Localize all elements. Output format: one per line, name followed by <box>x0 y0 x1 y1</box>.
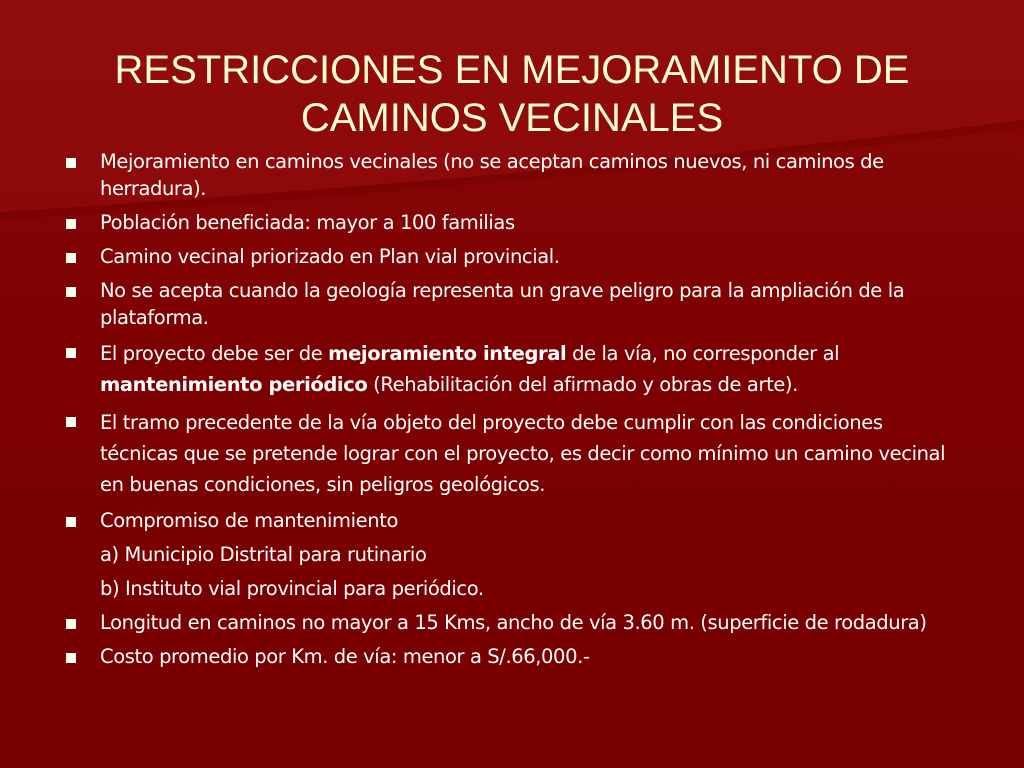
list-item <box>60 407 960 500</box>
square-bullet-icon <box>66 219 76 229</box>
list-item-text: Población beneficiada: mayor a 100 familias <box>100 211 515 234</box>
slide-title <box>40 46 984 142</box>
list-item <box>60 609 960 636</box>
square-bullet-icon <box>66 619 76 629</box>
sub-item-text: a) Municipio Distrital para rutinario <box>100 543 427 566</box>
list-item <box>60 507 960 534</box>
square-bullet-icon <box>66 653 76 663</box>
text-run: El proyecto debe ser de <box>100 342 329 365</box>
square-bullet-icon <box>66 348 76 358</box>
list-item-text: Longitud en caminos no mayor a 15 Kms, ancho de vía 3.60 m. (superficie de rodadura) <box>100 611 927 634</box>
list-item <box>60 148 960 202</box>
text-run: de la vía, no corresponder al <box>566 342 840 365</box>
bold-text-run: mantenimiento periódico <box>100 373 368 396</box>
list-item-text: Mejoramiento en caminos vecinales (no se aceptan caminos nuevos, ni caminos de herradura). <box>100 150 884 200</box>
list-item-text <box>100 342 839 396</box>
square-bullet-icon <box>66 517 76 527</box>
list-item-text: El tramo precedente de la vía objeto del proyecto debe cumplir con las condiciones técnicas que se pretende lograr con el proyecto, es decir como mínimo un camino vecinal en buenas condiciones, sin peligros geológicos. <box>100 411 946 496</box>
bold-text-run: mejoramiento integral <box>328 342 567 365</box>
sub-item <box>60 541 960 568</box>
square-bullet-icon <box>66 287 76 297</box>
list-item <box>60 209 960 236</box>
list-item <box>60 277 960 331</box>
list-item <box>60 243 960 270</box>
sub-item-text: b) Instituto vial provincial para periódico. <box>100 577 484 600</box>
square-bullet-icon <box>66 253 76 263</box>
list-item-text: No se acepta cuando la geología representa un grave peligro para la ampliación de la plataforma. <box>100 279 905 329</box>
title-line-2: CAMINOS VECINALES <box>300 96 724 140</box>
sub-item <box>60 575 960 602</box>
list-item-text: Camino vecinal priorizado en Plan vial provincial. <box>100 245 560 268</box>
square-bullet-icon <box>66 158 76 168</box>
list-item-text: Compromiso de mantenimiento <box>100 509 398 532</box>
list-item <box>60 338 960 400</box>
bullet-list <box>60 148 960 677</box>
list-item-text: Costo promedio por Km. de vía: menor a S/.66,000.- <box>100 645 590 668</box>
square-bullet-icon <box>66 417 76 427</box>
title-line-1: RESTRICCIONES EN MEJORAMIENTO DE <box>114 48 910 92</box>
text-run: (Rehabilitación del afirmado y obras de arte). <box>367 373 798 396</box>
list-item <box>60 643 960 670</box>
